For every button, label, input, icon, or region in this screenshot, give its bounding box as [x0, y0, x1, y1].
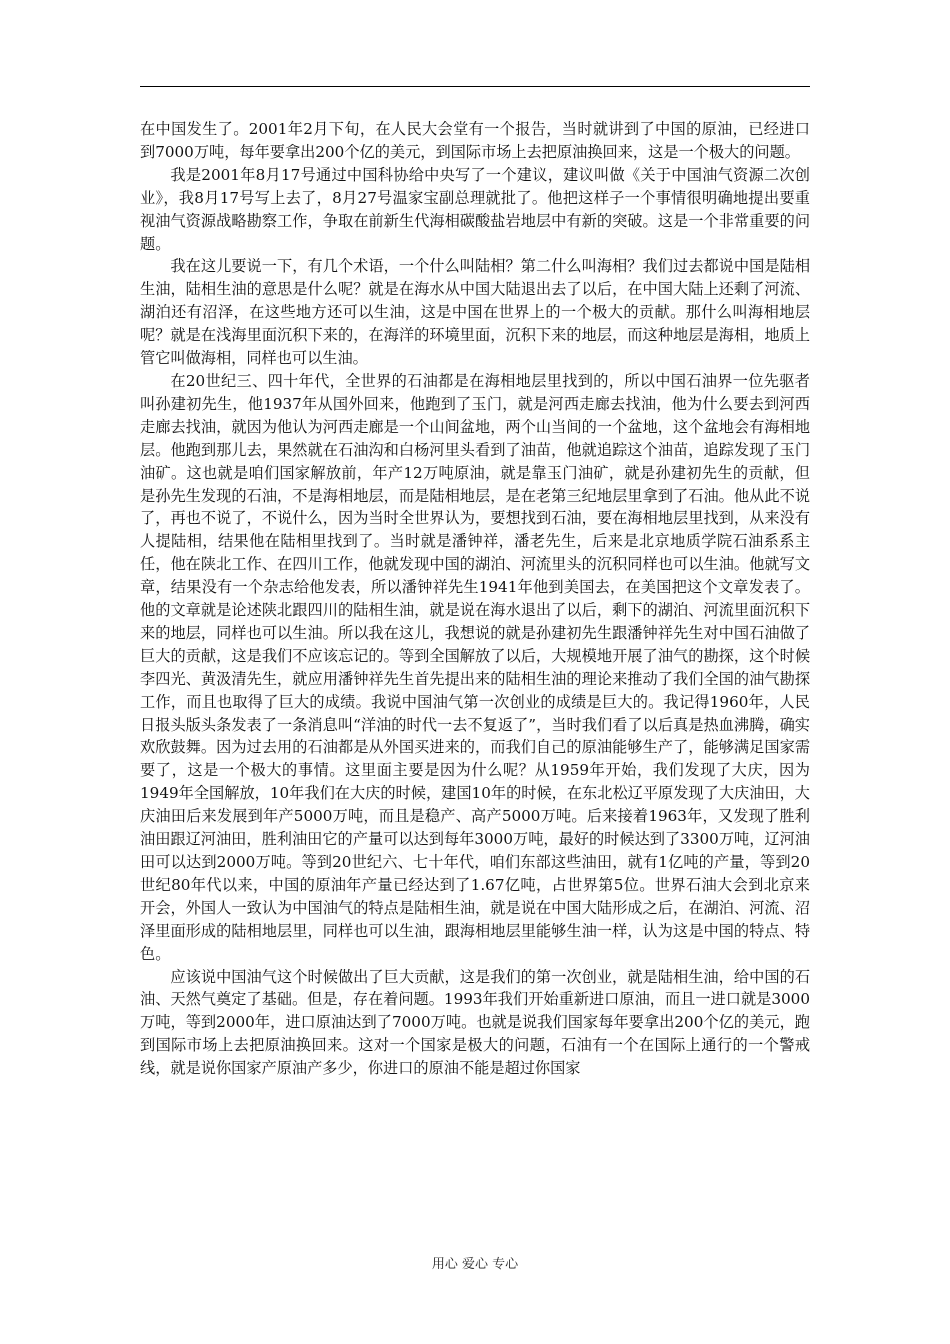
paragraph-1: 在中国发生了。2001年2月下旬，在人民大会堂有一个报告，当时就讲到了中国的原油，已经进口到7000万吨，每年要拿出200个亿的美元，到国际市场上去把原油换回来，这是一个极大的问题。: [140, 120, 810, 161]
page-footer: 用心 爱心 专心: [431, 1257, 519, 1272]
paragraph-5: 应该说中国油气这个时候做出了巨大贡献，这是我们的第一次创业，就是陆相生油，给中国的石油、天然气奠定了基础。但是，存在着问题。1993年我们开始重新进口原油，而且一进口就是3000万吨，等到2000年，进口原油达到了7000万吨。也就是说我们国家每年要拿出200个亿的美元，跑到国际市场上去把原油换回来。这对一个国家是极大的问题，石油有一个在国际上通行的一个警戒线，就是说你国家产原油产多少，你进口的原油不能是超过你国家: [140, 967, 810, 1078]
header-rule: [140, 86, 810, 87]
paragraph-4: 在20世纪三、四十年代，全世界的石油都是在海相地层里找到的，所以中国石油界一位先驱者叫孙建初先生，他1937年从国外回来，他跑到了玉门，就是河西走廊去找油，他为什么要去到河西走廊去找油，就因为他认为河西走廊是一个山间盆地，两个山当间的一个盆地，这个盆地会有海相地层。他跑到那儿去，果然就在石油沟和白杨河里头看到了油苗，他就追踪这个油苗，追踪发现了玉门油矿。这也就是咱们国家解放前，年产12万吨原油，就是靠玉门油矿，就是孙建初先生的贡献，但是孙先生发现的石油，不是海相地层，而是陆相地层，是在老第三纪地层里拿到了石油。他从此不说了，再也不说了，不说什么，因为当时全世界认为，要想找到石油，要在海相地层里找到，从来没有人提陆相，结果他在陆相里找到了。当时就是潘钟祥，潘老先生，后来是北京地质学院石油系系主任，他在陕北工作、在四川工作，他就发现中国的湖泊、河流里头的沉积同样也可以生油。他就写文章，结果没有一个杂志给他发表，所以潘钟祥先生1941年他到美国去，在美国把这个文章发表了。他的文章就是论述陕北跟四川的陆相生油，就是说在海水退出了以后，剩下的湖泊、河流里面沉积下来的地层，同样也可以生油。所以我在这儿，我想说的就是孙建初先生跟潘钟祥先生对中国石油做了巨大的贡献，这是我们不应该忘记的。等到全国解放了以后，大规模地开展了油气的勘探，这个时候李四光、黄汲清先生，就应用潘钟祥先生首先提出来的陆相生油的理论来推动了我们全国的油气勘探工作，而且也取得了巨大的成绩。我说中国油气第一次创业的成绩是巨大的。我记得1960年，人民日报头版头条发表了一条消息叫“洋油的时代一去不复返了”，当时我们看了以后真是热血沸腾，确实欢欣鼓舞。因为过去用的石油都是从外国买进来的，而我们自己的原油能够生产了，能够满足国家需要了，这是一个极大的事情。这里面主要是因为什么呢？从1959年开始，我们发现了大庆，因为1949年全国解放，10年我们在大庆的时候，建国10年的时候，在东北松辽平原发现了大庆油田，大庆油田后来发展到年产5000万吨，而且是稳产、高产5000万吨。后来接着1963年，又发现了胜利油田跟辽河油田，胜利油田它的产量可以达到每年3000万吨，最好的时候达到了3300万吨，辽河油田可以达到2000万吨。等到20世纪六、七十年代，咱们东部这些油田，就有1亿吨的产量，等到20世纪80年代以来，中国的原油年产量已经达到了1.67亿吨，占世界第5位。世界石油大会到北京来开会，外国人一致认为中国油气的特点是陆相生油，就是说在中国大陆形成之后，在湖泊、河流、沼泽里面形成的陆相地层里，同样也可以生油，跟海相地层里能够生油一样，认为这是中国的特点、特色。: [140, 371, 810, 963]
paragraph-3: 我在这儿要说一下，有几个术语，一个什么叫陆相？第二什么叫海相？我们过去都说中国是陆相生油，陆相生油的意思是什么呢？就是在海水从中国大陆退出去了以后，在中国大陆上还剩了河流、湖泊还有沼泽，在这些地方还可以生油，这是中国在世界上的一个极大的贡献。那什么叫海相地层呢？就是在浅海里面沉积下来的，在海洋的环境里面，沉积下来的地层，而这种地层是海相，地质上管它叫做海相，同样也可以生油。: [140, 257, 810, 368]
paragraph-2: 我是2001年8月17号通过中国科协给中央写了一个建议，建议叫做《关于中国油气资源二次创业》，我8月17号写上去了，8月27号温家宝副总理就批了。他把这样子一个事情很明确地提出要重视油气资源战略勘察工作，争取在前新生代海相碳酸盐岩地层中有新的突破。这是一个非常重要的问题。: [140, 165, 810, 253]
document-body: [140, 118, 810, 1080]
